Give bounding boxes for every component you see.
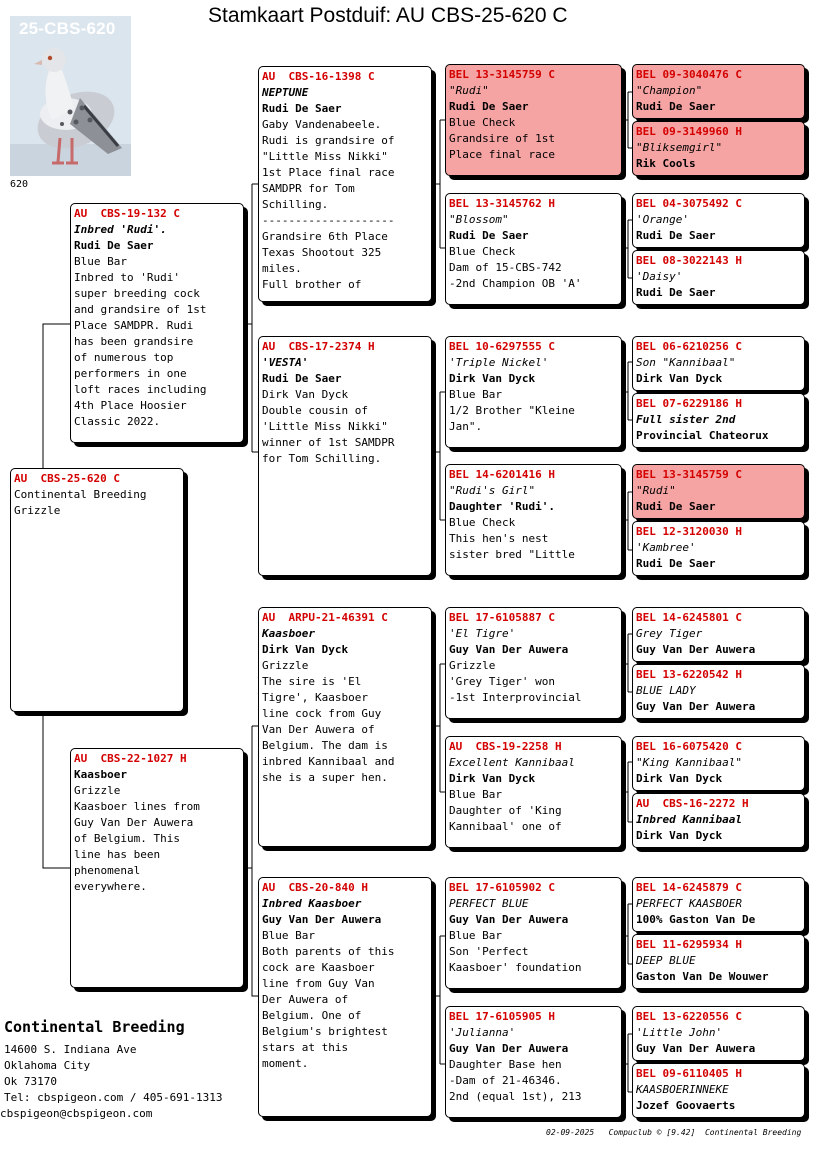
card-ring: BEL 08-3022143 H xyxy=(636,254,742,267)
card-line: Daughter Base hen xyxy=(449,1058,562,1071)
card-owner: Rudi De Saer xyxy=(262,372,342,385)
ancestor-card[interactable] xyxy=(632,1063,805,1118)
card-line: Daughter of 'King xyxy=(449,804,562,817)
ancestor-card[interactable] xyxy=(632,250,805,305)
card-line: cock are Kaasboer xyxy=(262,961,375,974)
card-line: Belgium's brightest xyxy=(262,1025,388,1038)
card-name: Full sister 2nd xyxy=(636,413,736,426)
card-name: Inbred Kannibaal xyxy=(636,813,742,826)
card-line: Dam of 15-CBS-742 xyxy=(449,261,562,274)
card-line: miles. xyxy=(262,262,302,275)
sire-line: 4th Place Hoosier xyxy=(74,399,187,412)
card-line: Kaasboer' foundation xyxy=(449,961,582,974)
sire-line: has been grandsire xyxy=(74,335,194,348)
card-ring: BEL 07-6229186 H xyxy=(636,397,742,410)
ancestor-card[interactable] xyxy=(632,793,805,848)
ancestor-card[interactable] xyxy=(632,464,805,519)
great-grandparent-card[interactable] xyxy=(445,64,622,176)
card-owner: Guy Van Der Auwera xyxy=(636,1042,756,1055)
dam-line: line has been xyxy=(74,848,161,861)
card-line: Van Der Auwera of xyxy=(262,723,375,736)
subject-line: Continental Breeding xyxy=(14,488,147,501)
card-line: Rudi is grandsire of xyxy=(262,134,395,147)
card-ring: BEL 13-3145759 C xyxy=(449,68,555,81)
photo-ring-label: 25-CBS-620 xyxy=(19,19,116,38)
dam-ring: AU CBS-22-1027 H xyxy=(74,752,187,765)
card-line: Son 'Perfect xyxy=(449,945,529,958)
card-name: 'VESTA' xyxy=(262,356,309,369)
card-owner: Dirk Van Dyck xyxy=(636,372,723,385)
card-line: Grizzle xyxy=(449,659,496,672)
card-owner: Guy Van Der Auwera xyxy=(262,913,382,926)
card-line: Grizzle xyxy=(262,659,309,672)
card-name: "Bliksemgirl" xyxy=(636,141,723,154)
card-name: DEEP BLUE xyxy=(636,954,696,967)
card-owner: Rudi De Saer xyxy=(449,100,529,113)
breeder-contact[interactable]: Tel: cbspigeon.com / 405-691-1313 xyxy=(4,1091,223,1104)
card-line: Tigre', Kaasboer xyxy=(262,691,368,704)
card-owner: Gaston Van De Wouwer xyxy=(636,970,769,983)
card-owner: Guy Van Der Auwera xyxy=(636,700,756,713)
card-name: KAASBOERINNEKE xyxy=(636,1083,729,1096)
card-line: Dirk Van Dyck xyxy=(262,388,349,401)
sire-line: loft races including xyxy=(74,383,207,396)
card-ring: AU CBS-17-2374 H xyxy=(262,340,375,353)
card-line: Both parents of this xyxy=(262,945,395,958)
card-name: PERFECT KAASBOER xyxy=(636,897,742,910)
card-name: BLUE LADY xyxy=(636,684,696,697)
dam-line: of Belgium. This xyxy=(74,832,180,845)
card-owner: Rik Cools xyxy=(636,157,696,170)
card-owner: Dirk Van Dyck xyxy=(636,829,723,842)
dam-card[interactable] xyxy=(70,748,244,988)
card-ring: BEL 10-6297555 C xyxy=(449,340,555,353)
card-ring: AU CBS-16-1398 C xyxy=(262,70,375,83)
card-line: 1/2 Brother "Kleine xyxy=(449,404,575,417)
card-ring: BEL 13-3145762 H xyxy=(449,197,555,210)
dam-line: Guy Van Der Auwera xyxy=(74,816,194,829)
card-ring: BEL 09-3149960 H xyxy=(636,125,742,138)
subject-card[interactable] xyxy=(10,468,184,712)
card-line: sister bred "Little xyxy=(449,548,575,561)
card-line: Blue Bar xyxy=(449,788,502,801)
sire-owner: Rudi De Saer xyxy=(74,239,154,252)
card-line: Double cousin of xyxy=(262,404,368,417)
card-line: Blue Bar xyxy=(449,388,502,401)
card-name: 'El Tigre' xyxy=(449,627,516,640)
card-line: The sire is 'El xyxy=(262,675,362,688)
card-ring: BEL 16-6075420 C xyxy=(636,740,742,753)
sire-line: performers in one xyxy=(74,367,187,380)
ancestor-card[interactable] xyxy=(632,664,805,719)
card-line: 2nd (equal 1st), 213 xyxy=(449,1090,582,1103)
card-name: 'Kambree' xyxy=(636,541,696,554)
card-line: -------------------- xyxy=(262,214,395,227)
card-ring: BEL 06-6210256 C xyxy=(636,340,742,353)
card-name: 'Triple Nickel' xyxy=(449,356,549,369)
ancestor-card[interactable] xyxy=(632,934,805,989)
card-line: Blue Check xyxy=(449,516,516,529)
card-ring: BEL 04-3075492 C xyxy=(636,197,742,210)
card-ring: BEL 13-3145759 C xyxy=(636,468,742,481)
grandparent-card[interactable] xyxy=(258,877,432,1117)
dam-line: Grizzle xyxy=(74,784,121,797)
card-name: "Rudi" xyxy=(636,484,676,497)
card-owner: Guy Van Der Auwera xyxy=(449,1042,569,1055)
sire-line: Classic 2022. xyxy=(74,415,161,428)
card-owner: Dirk Van Dyck xyxy=(449,372,536,385)
card-line: "Little Miss Nikki" xyxy=(262,150,388,163)
breeder-city: Oklahoma City xyxy=(4,1059,91,1072)
card-owner: 100% Gaston Van De xyxy=(636,913,756,926)
card-ring: BEL 14-6245801 C xyxy=(636,611,742,624)
card-line: Kannibaal' one of xyxy=(449,820,562,833)
card-ring: BEL 13-6220556 C xyxy=(636,1010,742,1023)
ancestor-card[interactable] xyxy=(632,736,805,791)
card-owner: Guy Van Der Auwera xyxy=(449,643,569,656)
card-ring: BEL 13-6220542 H xyxy=(636,668,742,681)
card-name: Son "Kannibaal" xyxy=(636,356,736,369)
card-line: line from Guy Van xyxy=(262,977,375,990)
subject-line: Grizzle xyxy=(14,504,61,517)
card-ring: BEL 14-6245879 C xyxy=(636,881,742,894)
great-grandparent-card[interactable] xyxy=(445,877,622,989)
grandparent-card[interactable] xyxy=(258,607,432,847)
card-line: Blue Check xyxy=(449,245,516,258)
card-line: Texas Shootout 325 xyxy=(262,246,382,259)
subject-ring: AU CBS-25-620 C xyxy=(14,472,120,485)
card-ring: BEL 12-3120030 H xyxy=(636,525,742,538)
card-line: moment. xyxy=(262,1057,309,1070)
card-name: "Blossom" xyxy=(449,213,509,226)
card-ring: BEL 17-6105905 H xyxy=(449,1010,555,1023)
card-line: -2nd Champion OB 'A' xyxy=(449,277,582,290)
card-line: line cock from Guy xyxy=(262,707,382,720)
card-owner: Jozef Goovaerts xyxy=(636,1099,736,1112)
card-ring: AU CBS-20-840 H xyxy=(262,881,368,894)
ancestor-card[interactable] xyxy=(632,336,805,391)
card-ring: AU CBS-16-2272 H xyxy=(636,797,749,810)
card-owner: Rudi De Saer xyxy=(449,229,529,242)
sire-line: of numerous top xyxy=(74,351,174,364)
card-line: inbred Kannibaal and xyxy=(262,755,395,768)
card-name: PERFECT BLUE xyxy=(449,897,529,910)
ancestor-card[interactable] xyxy=(632,64,805,119)
sire-line: Blue Bar xyxy=(74,255,127,268)
great-grandparent-card[interactable] xyxy=(445,736,622,848)
card-line: Blue Check xyxy=(449,116,516,129)
card-owner: Guy Van Der Auwera xyxy=(636,643,756,656)
card-ring: AU ARPU-21-46391 C xyxy=(262,611,388,624)
card-ring: AU CBS-19-2258 H xyxy=(449,740,562,753)
breeder-state-zip: Ok 73170 xyxy=(4,1075,57,1088)
card-line: Grandsire 6th Place xyxy=(262,230,388,243)
great-grandparent-card[interactable] xyxy=(445,464,622,576)
card-owner: Guy Van Der Auwera xyxy=(449,913,569,926)
card-name: NEPTUNE xyxy=(262,86,309,99)
card-ring: BEL 14-6201416 H xyxy=(449,468,555,481)
card-line: Grandsire of 1st xyxy=(449,132,555,145)
card-line: Place final race xyxy=(449,148,555,161)
card-line: Belgium. The dam is xyxy=(262,739,388,752)
ancestor-card[interactable] xyxy=(632,607,805,662)
card-owner: Rudi De Saer xyxy=(636,229,716,242)
sire-line: Place SAMDPR. Rudi xyxy=(74,319,194,332)
card-line: Full brother of xyxy=(262,278,362,291)
card-line: This hen's nest xyxy=(449,532,549,545)
card-owner: Dirk Van Dyck xyxy=(262,643,349,656)
card-owner: Dirk Van Dyck xyxy=(449,772,536,785)
card-line: SAMDPR for Tom xyxy=(262,182,355,195)
ancestor-card[interactable] xyxy=(632,393,805,448)
card-name: Inbred Kaasboer xyxy=(262,897,362,910)
card-name: 'Orange' xyxy=(636,213,689,226)
card-owner: Rudi De Saer xyxy=(636,557,716,570)
card-line: 'Little Miss Nikki" xyxy=(262,420,388,433)
breeder-address-line: 14600 S. Indiana Ave xyxy=(4,1043,137,1056)
card-name: Excellent Kannibaal xyxy=(449,756,575,769)
card-owner: Rudi De Saer xyxy=(636,500,716,513)
card-line: for Tom Schilling. xyxy=(262,452,382,465)
dam-line: phenomenal xyxy=(74,864,141,877)
sire-line: Inbred to 'Rudi' xyxy=(74,271,180,284)
card-owner: Provincial Chateorux xyxy=(636,429,769,442)
card-ring: BEL 17-6105902 C xyxy=(449,881,555,894)
card-line: Jan". xyxy=(449,420,483,433)
breeder-name: Continental Breeding xyxy=(4,1018,185,1036)
card-name: "Rudi's Girl" xyxy=(449,484,536,497)
card-name: "King Kannibaal" xyxy=(636,756,742,769)
card-ring: BEL 09-6110405 H xyxy=(636,1067,742,1080)
dam-line: everywhere. xyxy=(74,880,147,893)
great-grandparent-card[interactable] xyxy=(445,193,622,305)
great-grandparent-card[interactable] xyxy=(445,607,622,719)
card-name: "Champion" xyxy=(636,84,703,97)
card-name: Kaasboer xyxy=(262,627,315,640)
ancestor-card[interactable] xyxy=(632,121,805,176)
card-ring: BEL 09-3040476 C xyxy=(636,68,742,81)
card-line: 'Grey Tiger' won xyxy=(449,675,555,688)
grandparent-card[interactable] xyxy=(258,336,432,576)
ancestor-card[interactable] xyxy=(632,1006,805,1061)
card-line: Der Auwera of xyxy=(262,993,349,1006)
card-line: Schilling. xyxy=(262,198,329,211)
sire-line: super breeding cock xyxy=(74,287,200,300)
page-title: Stamkaart Postduif: AU CBS-25-620 C xyxy=(208,4,568,27)
great-grandparent-card[interactable] xyxy=(445,1006,622,1118)
grandparent-card[interactable] xyxy=(258,66,432,302)
breeder-email[interactable]: cbspigeon@cbspigeon.com xyxy=(0,1107,153,1120)
card-line: -Dam of 21-46346. xyxy=(449,1074,562,1087)
dam-line: Kaasboer lines from xyxy=(74,800,200,813)
card-line: she is a super hen. xyxy=(262,771,388,784)
photo-caption: 620 xyxy=(10,179,29,190)
card-ring: BEL 11-6295934 H xyxy=(636,938,742,951)
card-line: 1st Place final race xyxy=(262,166,395,179)
card-name: 'Little John' xyxy=(636,1026,723,1039)
ancestor-card[interactable] xyxy=(632,193,805,248)
card-line: Gaby Vandenabeele. xyxy=(262,118,382,131)
sire-name: Inbred 'Rudi'. xyxy=(74,223,167,236)
ancestor-card[interactable] xyxy=(632,877,805,932)
card-line: -1st Interprovincial xyxy=(449,691,582,704)
sire-card[interactable] xyxy=(70,203,244,443)
ancestor-card[interactable] xyxy=(632,521,805,576)
sire-ring: AU CBS-19-132 C xyxy=(74,207,180,220)
card-line: Blue Bar xyxy=(449,929,502,942)
card-ring: BEL 17-6105887 C xyxy=(449,611,555,624)
card-line: winner of 1st SAMDPR xyxy=(262,436,395,449)
card-owner: Rudi De Saer xyxy=(262,102,342,115)
card-line: Belgium. One of xyxy=(262,1009,362,1022)
print-stamp: 02-09-2025 Compuclub © [9.42] Continental Breeding xyxy=(546,1128,802,1137)
card-line: stars at this xyxy=(262,1041,349,1054)
dam-line: Kaasboer xyxy=(74,768,127,781)
card-name: Grey Tiger xyxy=(636,627,703,640)
card-owner: Rudi De Saer xyxy=(636,100,716,113)
card-owner: Dirk Van Dyck xyxy=(636,772,723,785)
card-owner: Daughter 'Rudi'. xyxy=(449,500,555,513)
great-grandparent-card[interactable] xyxy=(445,336,622,448)
sire-line: and grandsire of 1st xyxy=(74,303,207,316)
card-line: Blue Bar xyxy=(262,929,315,942)
card-name: 'Julianna' xyxy=(449,1026,516,1039)
card-name: "Rudi" xyxy=(449,84,489,97)
card-name: 'Daisy' xyxy=(636,270,683,283)
card-owner: Rudi De Saer xyxy=(636,286,716,299)
